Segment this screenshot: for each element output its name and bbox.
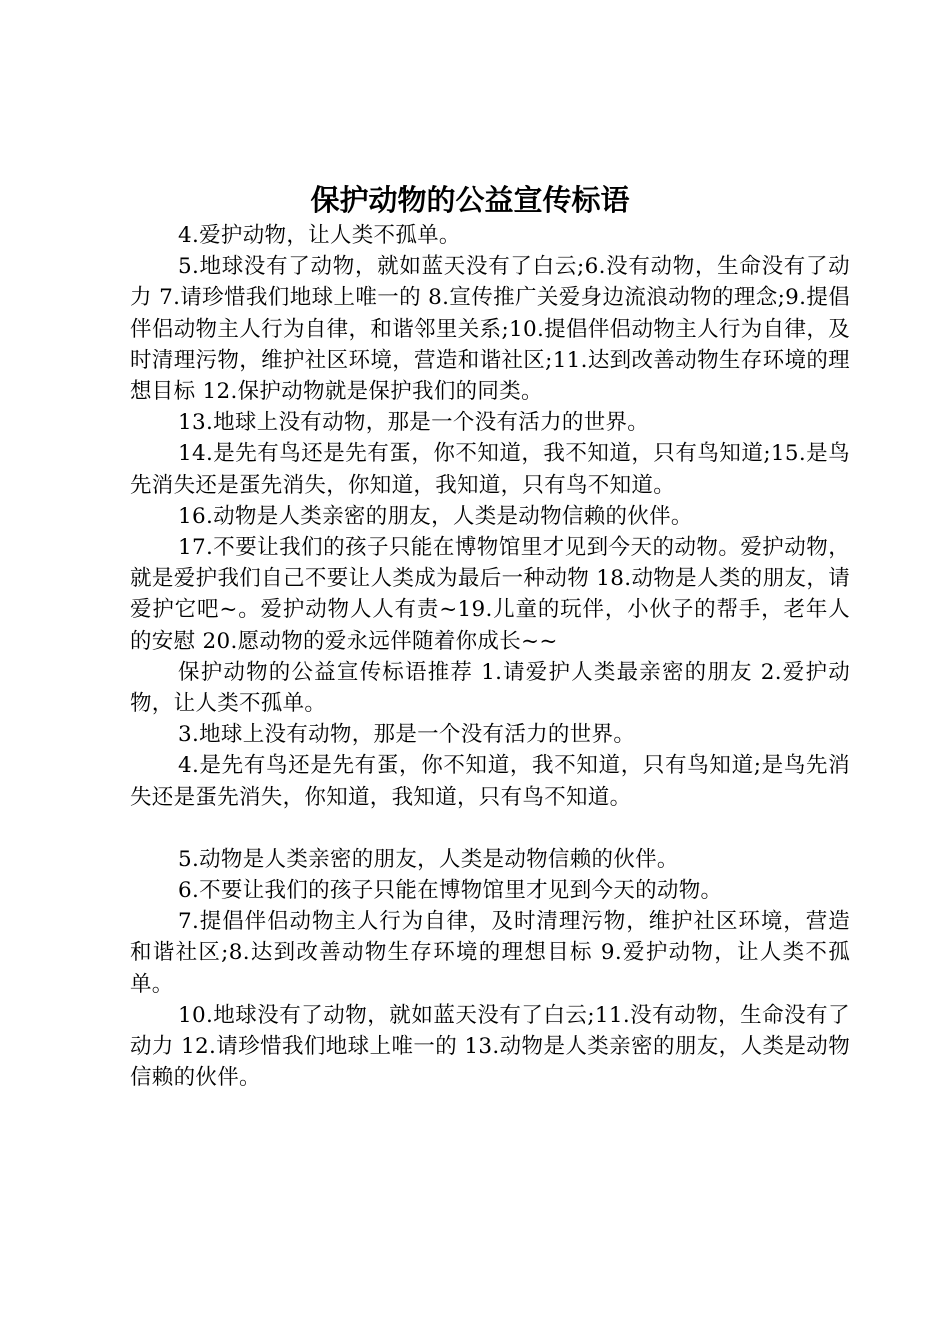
paragraph-spacer [130,813,850,844]
paragraph: 13.地球上没有动物，那是一个没有活力的世界。 [178,410,650,436]
paragraph: 10.地球没有了动物，就如蓝天没有了白云;11.没有动物，生命没有了动力 12.请珍惜我们地球上唯一的 13.动物是人类亲密的朋友，人类是动物信赖的伙伴。 [130,1002,850,1091]
paragraph: 5.地球没有了动物，就如蓝天没有了白云;6.没有动物，生命没有了动力 7.请珍惜我们地球上唯一的 8.宣传推广关爱身边流浪动物的理念;9.提倡伴侣动物主人行为自律，和谐邻里关系;10.提倡伴侣动物主人行为自律，及时清理污物，维护社区环境，营造和谐社区;11.达到改善动物生存环境的理想目标 12.保护动物就是保护我们的同类。 [130,254,850,405]
document-title: 保护动物的公益宣传标语 [310,183,630,217]
paragraph: 14.是先有鸟还是先有蛋，你不知道，我不知道，只有鸟知道;15.是鸟先消失还是蛋先消失，你知道，我知道，只有鸟不知道。 [130,441,850,498]
paragraph: 7.提倡伴侣动物主人行为自律，及时清理污物，维护社区环境，营造和谐社区;8.达到改善动物生存环境的理想目标 9.爱护动物，让人类不孤单。 [130,909,850,997]
paragraph: 4.是先有鸟还是先有蛋，你不知道，我不知道，只有鸟知道;是鸟先消失还是蛋先消失，你知道，我知道，只有鸟不知道。 [130,753,850,810]
paragraph: 5.动物是人类亲密的朋友，人类是动物信赖的伙伴。 [178,846,679,872]
document-page [130,180,850,1093]
paragraph: 保护动物的公益宣传标语推荐 1.请爱护人类最亲密的朋友 2.爱护动物，让人类不孤单。 [130,659,850,717]
paragraph: 16.动物是人类亲密的朋友，人类是动物信赖的伙伴。 [178,503,693,529]
paragraph: 6.不要让我们的孩子只能在博物馆里才见到今天的动物。 [178,878,723,904]
paragraph: 4.爱护动物，让人类不孤单。 [178,223,461,248]
paragraph: 3.地球上没有动物，那是一个没有活力的世界。 [178,722,636,748]
paragraph: 17.不要让我们的孩子只能在博物馆里才见到今天的动物。爱护动物，就是爱护我们自己不要让人类成为最后一种动物 18.动物是人类的朋友，请爱护它吧~。爱护动物人人有责~19.儿童的玩伴，小伙子的帮手，老年人的安慰 20.愿动物的爱永远伴随着你成长~~ [130,535,850,654]
